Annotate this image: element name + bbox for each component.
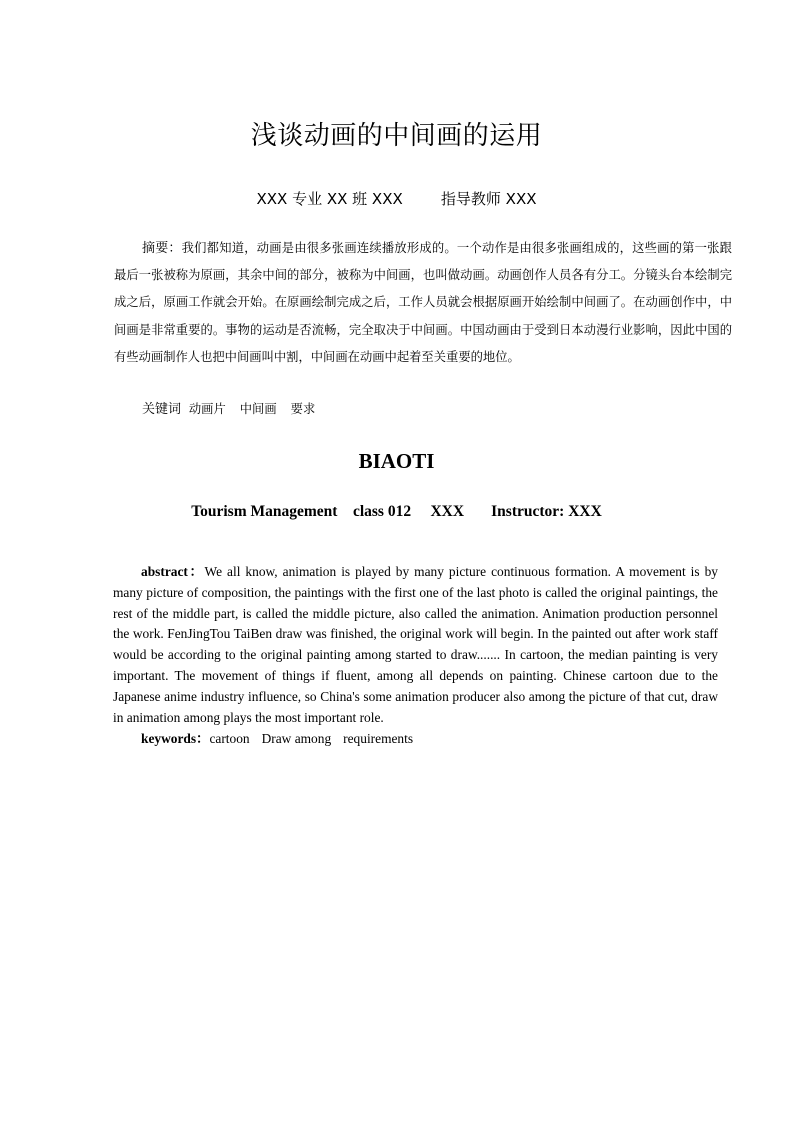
chinese-abstract-text: 我们都知道，动画是由很多张画连续播放形成的。一个动作是由很多张画组成的，这些画的第一张跟最后一张被称为原画，其余中间的部分，被称为中间画，也叫做动画。动画创作人员各有分工。分镜头台本绘制完成之后，原画工作就会开始。在原画绘制完成之后，工作人员就会根据原画开始绘制中间画了。在动画创作中，中间画是非常重要的。事物的运动是否流畅，完全取决于中间画。中国动画由于受到日本动漫行业影响，因此中国的有些动画制作人也把中间画叫中割，中间画在动画中起着至关重要的地位。 [114, 241, 732, 364]
english-keyword: cartoon [209, 731, 250, 746]
chinese-keyword: 动画片 [188, 402, 226, 416]
english-keywords-label: keywords： [141, 731, 210, 746]
chinese-byline: XXX 专业 XX 班 XXX 指导教师 XXX [256, 190, 537, 208]
english-title: BIAOTI [358, 449, 435, 473]
chinese-keyword: 中间画 [239, 402, 277, 416]
chinese-abstract-label: 摘要： [142, 241, 182, 256]
chinese-keywords [142, 397, 329, 422]
chinese-title: 浅谈动画的中间画的运用 [250, 121, 543, 151]
chinese-keywords-label: 关键词 [142, 402, 182, 417]
english-byline: Tourism Management class 012 XXX Instructor: XXX [191, 503, 602, 520]
chinese-abstract [114, 235, 732, 371]
english-keywords [141, 728, 425, 749]
english-abstract-text: We all know, animation is played by many picture continuous formation. A movement is by many picture of composition, the paintings with the first one of the last photo is called the original paintings, the rest of the middle part, is called the middle picture, also called the animation. Animation production personnel the work. FenJingTou TaiBen draw was finished, the original work will begin. In the painted out after work staff would be according to the original painting among started to draw....... In cartoon, the median painting is very important. The movement of things if fluent, among all depends on painting. Chinese cartoon due to the Japanese anime industry influence, so China's some animation producer also among the picture of that cut, draw in animation among plays the most important role. [113, 564, 718, 725]
english-keyword: requirements [343, 731, 414, 746]
chinese-keyword: 要求 [290, 402, 316, 416]
english-abstract-label: abstract： [141, 564, 205, 579]
english-abstract [113, 562, 718, 728]
english-keyword: Draw among [261, 731, 332, 746]
